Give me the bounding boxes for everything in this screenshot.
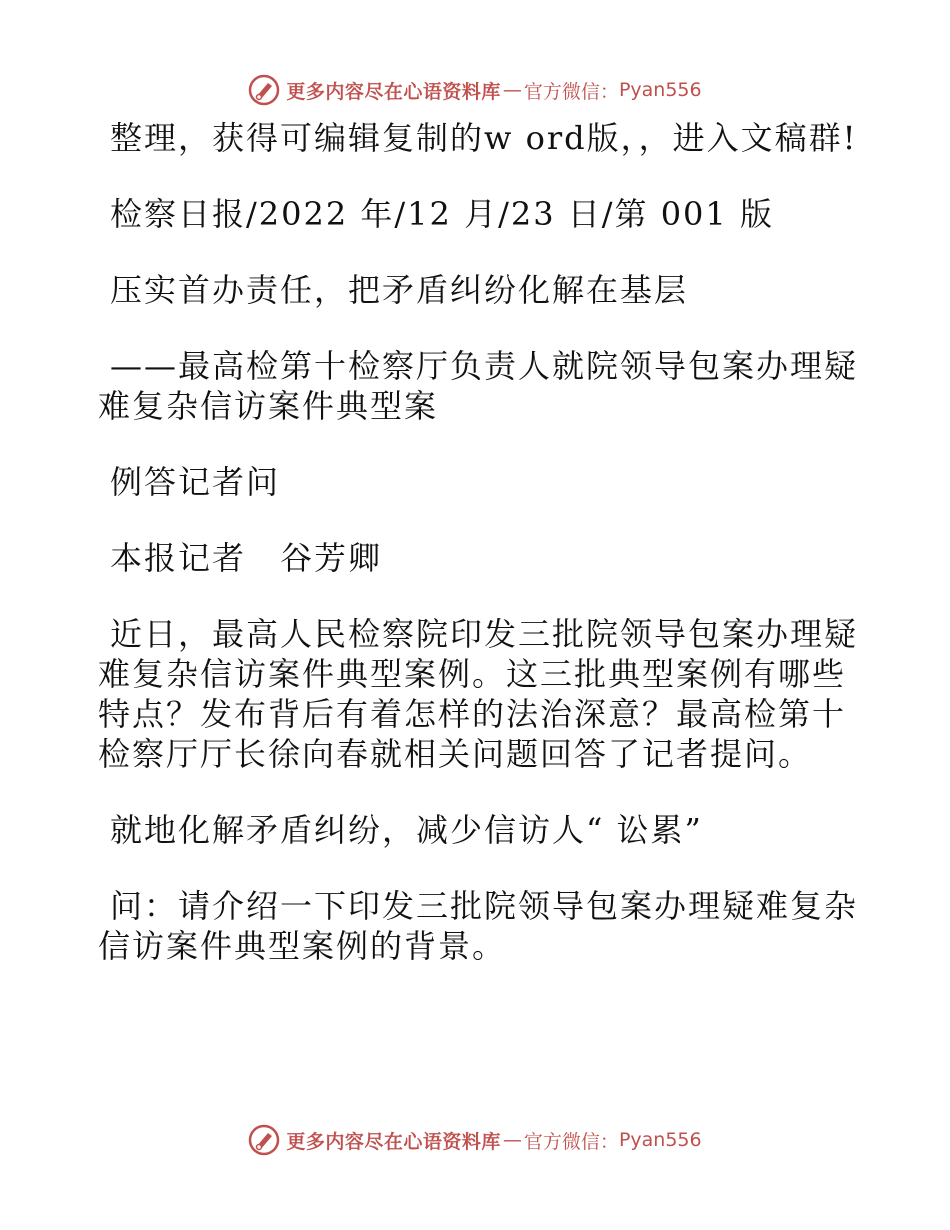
article-subtitle: ——最高检第十检察厅负责人就院领导包案办理疑难复杂信访案件典型案: [98, 347, 859, 425]
watermark-label: 官方微信：: [523, 80, 619, 103]
watermark-separator: —: [502, 79, 522, 101]
document-body: [98, 118, 858, 1002]
watermark-wechat-id: Pyan556: [618, 1129, 702, 1151]
source-line: 检察日报/2022 年/12 月/23 日/第 001 版: [110, 195, 774, 233]
watermark-wechat-id: Pyan556: [618, 79, 702, 101]
pen-seal-icon: [248, 74, 280, 106]
section-heading: 就地化解矛盾纠纷，减少信访人“ 讼累”: [110, 811, 703, 849]
watermark-header: [0, 70, 950, 110]
pen-seal-icon: [248, 1124, 280, 1156]
article-title: 压实首办责任，把矛盾纠纷化解在基层: [110, 271, 689, 309]
lead-paragraph: 近日，最高人民检察院印发三批院领导包案办理疑难复杂信访案件典型案例。这三批典型案例有哪些特点？发布背后有着怎样的法治深意？最高检第十检察厅厅长徐向春就相关问题回答了记者提问。: [98, 615, 859, 773]
article-subtitle-continued: 例答记者问: [110, 463, 281, 501]
watermark-brand-text: 更多内容尽在心语资料库: [286, 1130, 501, 1153]
intro-note: 整理，获得可编辑复制的w ord版，，进入文稿群!: [110, 119, 858, 157]
watermark-brand-text: 更多内容尽在心语资料库: [286, 80, 501, 103]
watermark-label: 官方微信：: [523, 1130, 619, 1153]
question-paragraph: 问：请介绍一下印发三批院领导包案办理疑难复杂信访案件典型案例的背景。: [98, 887, 859, 965]
watermark-separator: —: [502, 1129, 522, 1151]
byline: 本报记者 谷芳卿: [110, 539, 383, 577]
watermark-footer: [0, 1120, 950, 1160]
